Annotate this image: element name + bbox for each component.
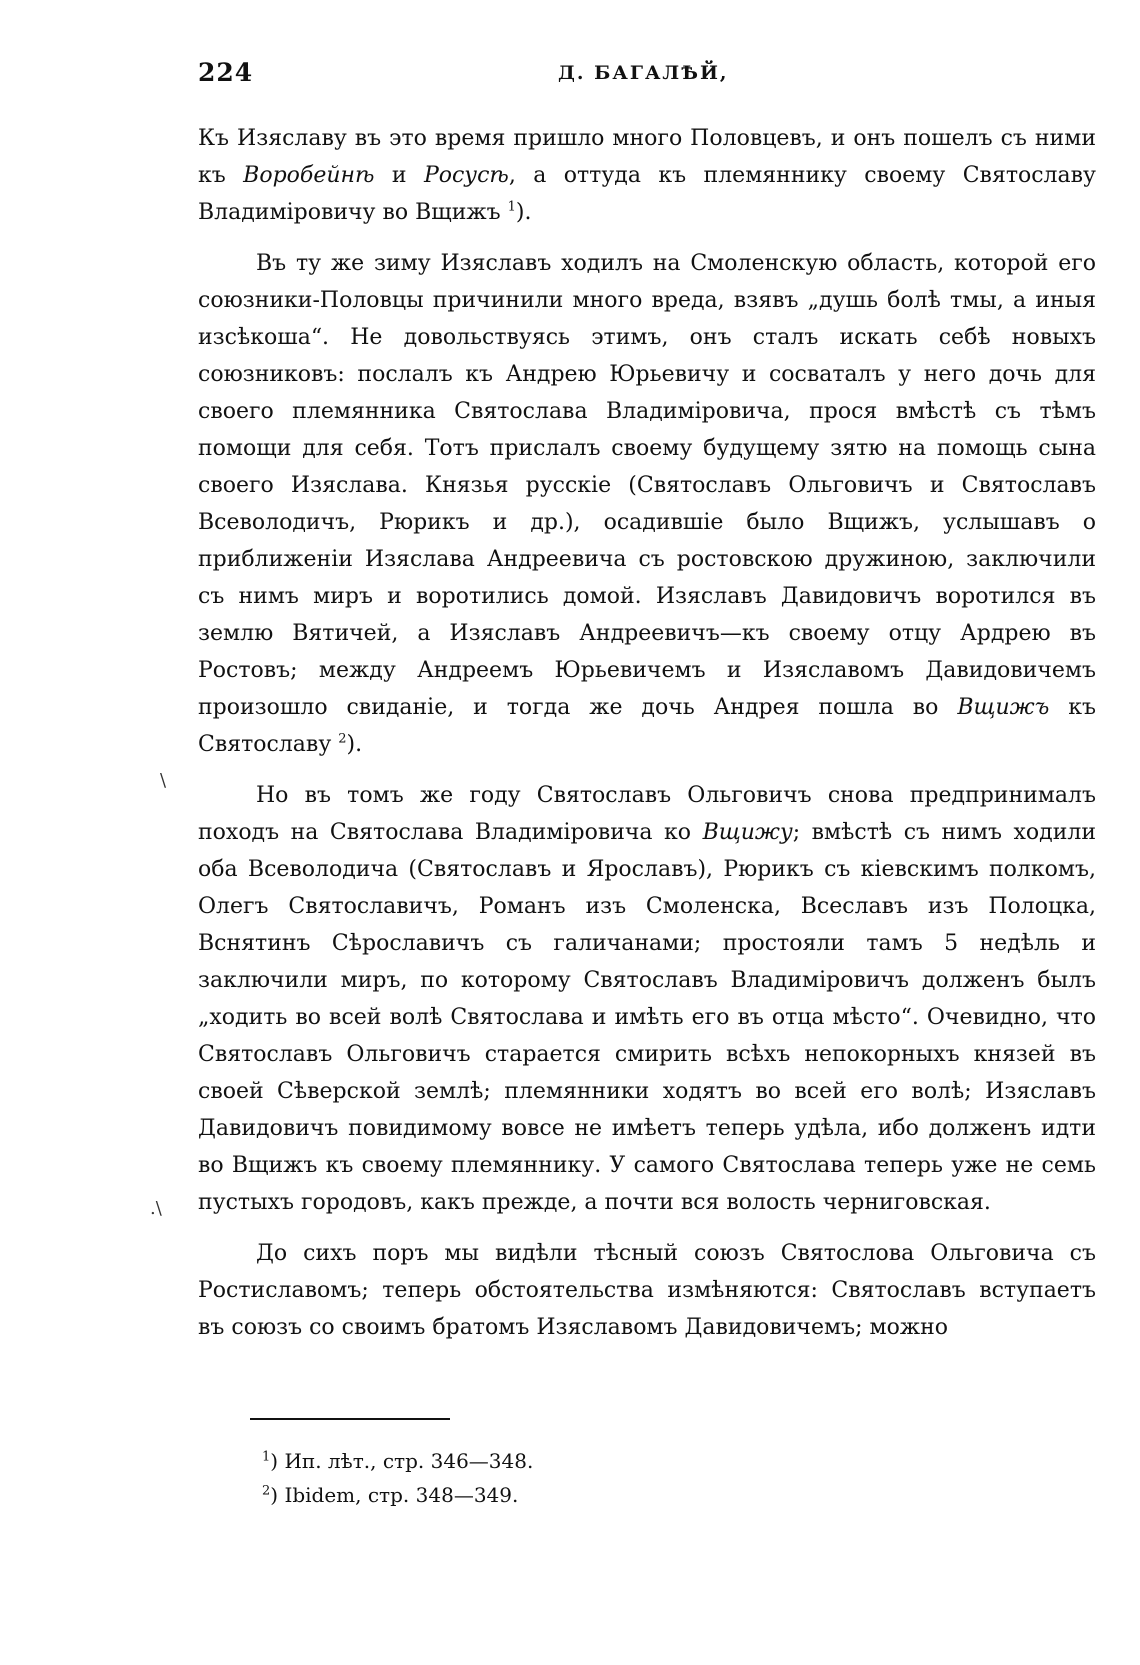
footnote-2-mark: 2	[262, 1483, 271, 1499]
paragraph-1-italic-1: Воробейнѣ	[243, 163, 375, 188]
footnote-1-mark: 1	[262, 1449, 271, 1465]
footnote-2-text: ) Ibidem, стр. 348—349.	[270, 1483, 519, 1507]
footnotes	[262, 1444, 962, 1512]
paragraph-2-text-after: къ Святославу	[198, 695, 1097, 757]
paragraph-2-text-before: Въ ту же зиму Изяславъ ходилъ на Смоленскую область, которой его союзники-Половцы причинили много вреда, взявъ „душь болѣ тмы, а иныя изсѣкоша“. Не довольствуясь этимъ, онъ сталъ искать себѣ новыхъ союзниковъ: послалъ къ Андрею Юрьевичу и сосваталъ у него дочь для своего племянника Святослава Владиміровича, прося вмѣстѣ съ тѣмъ помощи для себя. Тотъ прислалъ своему будущему зятю на помощь сына своего Изяслава. Князья русскіе (Святославъ Ольговичъ и Святославъ Всеволодичъ, Рюрикъ и др.), осадившіе было Вщижъ, услышавъ о приближеніи Изяслава Андреевича съ ростовскою дружиною, заключили съ нимъ миръ и воротились домой. Изяславъ Давидовичъ воротился въ землю Вятичей, а Изяславъ Андреевичъ—къ своему отцу Ардрею въ Ростовъ; между Андреемъ Юрьевичемъ и Изяславомъ Давидовичемъ произошло свиданіе, и тогда же дочь Андрея пошла во	[198, 251, 1096, 720]
paragraph-4-text-before: До сихъ поръ мы видѣли тѣсный союзъ Святослова Ольговича съ Ростиславомъ; теперь обстоятельства измѣняются: Святославъ вступаетъ въ союзъ со своимъ братомъ Изяславомъ Давидовичемъ; можно	[198, 1241, 1096, 1340]
paragraph-2-text-end: ).	[346, 732, 363, 757]
footnote-1	[262, 1444, 962, 1478]
margin-mark-2: .\	[150, 1198, 162, 1219]
paragraph-1-text-end: ).	[515, 200, 532, 225]
paragraph-1-text-after: , а оттуда къ племяннику своему Святославу Владиміровичу во Вщижъ	[198, 163, 1096, 225]
margin-mark-1: \	[160, 770, 167, 791]
paragraph-2-italic-1: Вщижъ	[957, 695, 1050, 720]
page-header	[198, 58, 1098, 94]
footnote-divider	[250, 1418, 450, 1420]
paragraph-3	[198, 777, 1096, 1221]
paragraph-3-text-after: ; вмѣстѣ съ нимъ ходили оба Всеволодича (Святославъ и Ярославъ), Рюрикъ съ кіевскимъ полкомъ, Олегъ Святославичъ, Романъ изъ Смоленска, Всеславъ изъ Полоцка, Вснятинъ Сѣрославичъ съ галичанами; простояли тамъ 5 недѣль и заключили миръ, по которому Святославъ Владиміровичъ долженъ былъ „ходить во всей волѣ Святослава и имѣть его въ отца мѣсто“. Очевидно, что Святославъ Ольговичъ старается смирить всѣхъ непокорныхъ князей въ своей Сѣверской землѣ; племянники ходятъ во всей его волѣ; Изяславъ Давидовичъ повидимому вовсе не имѣетъ теперь удѣла, ибо долженъ идти во Вщижъ къ своему племяннику. У самого Святослава теперь уже не семь пустыхъ городовъ, какъ прежде, а почти вся волость черниговская.	[198, 820, 1096, 1215]
paragraph-1	[198, 120, 1096, 231]
running-head: Д. БАГАЛѢЙ,	[558, 62, 729, 84]
page-number: 224	[198, 58, 254, 87]
footnote-1-text: ) Ип. лѣт., стр. 346—348.	[270, 1449, 534, 1473]
paragraph-1-text-middle: и	[374, 163, 424, 188]
paragraph-2	[198, 245, 1096, 763]
paragraph-1-text-before: Къ Изяславу въ это время пришло много Половцевъ, и онъ пошелъ съ ними къ	[198, 126, 1096, 188]
body-text	[198, 120, 1096, 1346]
paragraph-3-italic-1: Вщижу	[702, 820, 793, 845]
paragraph-1-italic-2: Росусѣ	[423, 163, 509, 188]
paragraph-4	[198, 1235, 1096, 1346]
footnote-2	[262, 1478, 962, 1512]
footnote-ref-2[interactable]: 2	[338, 731, 347, 747]
paragraph-3-text-before: Но въ томъ же году Святославъ Ольговичъ снова предпринималъ походъ на Святослава Владиміровича ко	[198, 783, 1096, 845]
footnote-ref-1[interactable]: 1	[507, 199, 516, 215]
